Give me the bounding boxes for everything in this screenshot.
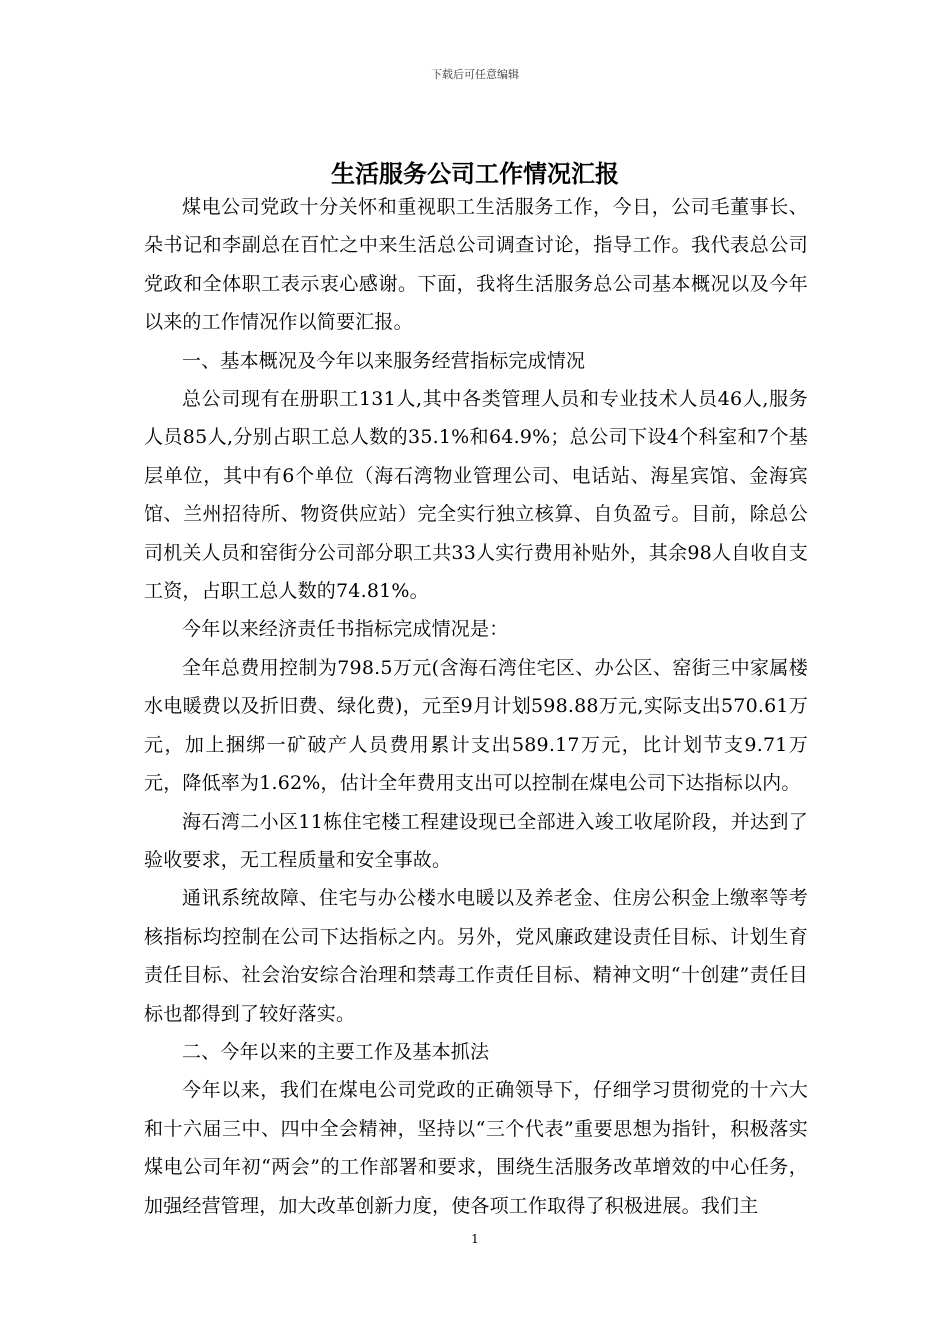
- paragraph-construction: 海石湾二小区11栋住宅楼工程建设现已全部进入竣工收尾阶段，并达到了验收要求，无工程质量和安全事故。: [144, 810, 808, 871]
- document-body: [144, 188, 808, 1225]
- header-note: 下载后可任意编辑: [431, 68, 519, 81]
- paragraph-assessment: 通讯系统故障、住宅与办公楼水电暖以及养老金、住房公积金上缴率等考核指标均控制在公司下达指标之内。另外，党风廉政建设责任目标、计划生育责任目标、社会治安综合治理和禁毒工作责任目标、精神文明“十创建”责任目标也都得到了较好落实。: [144, 887, 808, 1025]
- paragraph-staff-overview: 总公司现有在册职工131人,其中各类管理人员和专业技术人员46人,服务人员85人,分别占职工总人数的35.1%和64.9%；总公司下设4个科室和7个基层单位，其中有6个单位（海石湾物业管理公司、电话站、海星宾馆、金海宾馆、兰州招待所、物资供应站）完全实行独立核算、自负盈亏。目前，除总公司机关人员和窑街分公司部分职工共33人实行费用补贴外，其余98人自收自支工资，占职工总人数的74.81%。: [144, 388, 808, 603]
- section-heading-1: 一、基本概况及今年以来服务经营指标完成情况: [182, 349, 586, 372]
- paragraph-intro: 煤电公司党政十分关怀和重视职工生活服务工作，今日，公司毛董事长、朵书记和李副总在百忙之中来生活总公司调查讨论，指导工作。我代表总公司党政和全体职工表示衷心感谢。下面，我将生活服务总公司基本概况以及今年以来的工作情况作以简要汇报。: [144, 196, 808, 334]
- section-heading-2: 二、今年以来的主要工作及基本抓法: [182, 1040, 490, 1063]
- paragraph-main-work: 今年以来，我们在煤电公司党政的正确领导下，仔细学习贯彻党的十六大和十六届三中、四中全会精神，坚持以“三个代表”重要思想为指针，积极落实煤电公司年初“两会”的工作部署和要求，围绕生活服务改革增效的中心任务，加强经营管理，加大改革创新力度，使各项工作取得了积极进展。我们主: [144, 1079, 808, 1217]
- document-title: 生活服务公司工作情况汇报: [331, 160, 619, 188]
- paragraph-cost-control: 全年总费用控制为798.5万元(含海石湾住宅区、办公区、窑街三中家属楼水电暖费以及折旧费、绿化费)，元至9月计划598.88万元,实际支出570.61万元，加上捆绑一矿破产人员费用累计支出589.17万元，比计划节支9.71万元，降低率为1.62%，估计全年费用支出可以控制在煤电公司下达指标以内。: [144, 656, 808, 795]
- paragraph-indicator-intro: 今年以来经济责任书指标完成情况是：: [182, 618, 509, 641]
- page-number: 1: [471, 1232, 479, 1246]
